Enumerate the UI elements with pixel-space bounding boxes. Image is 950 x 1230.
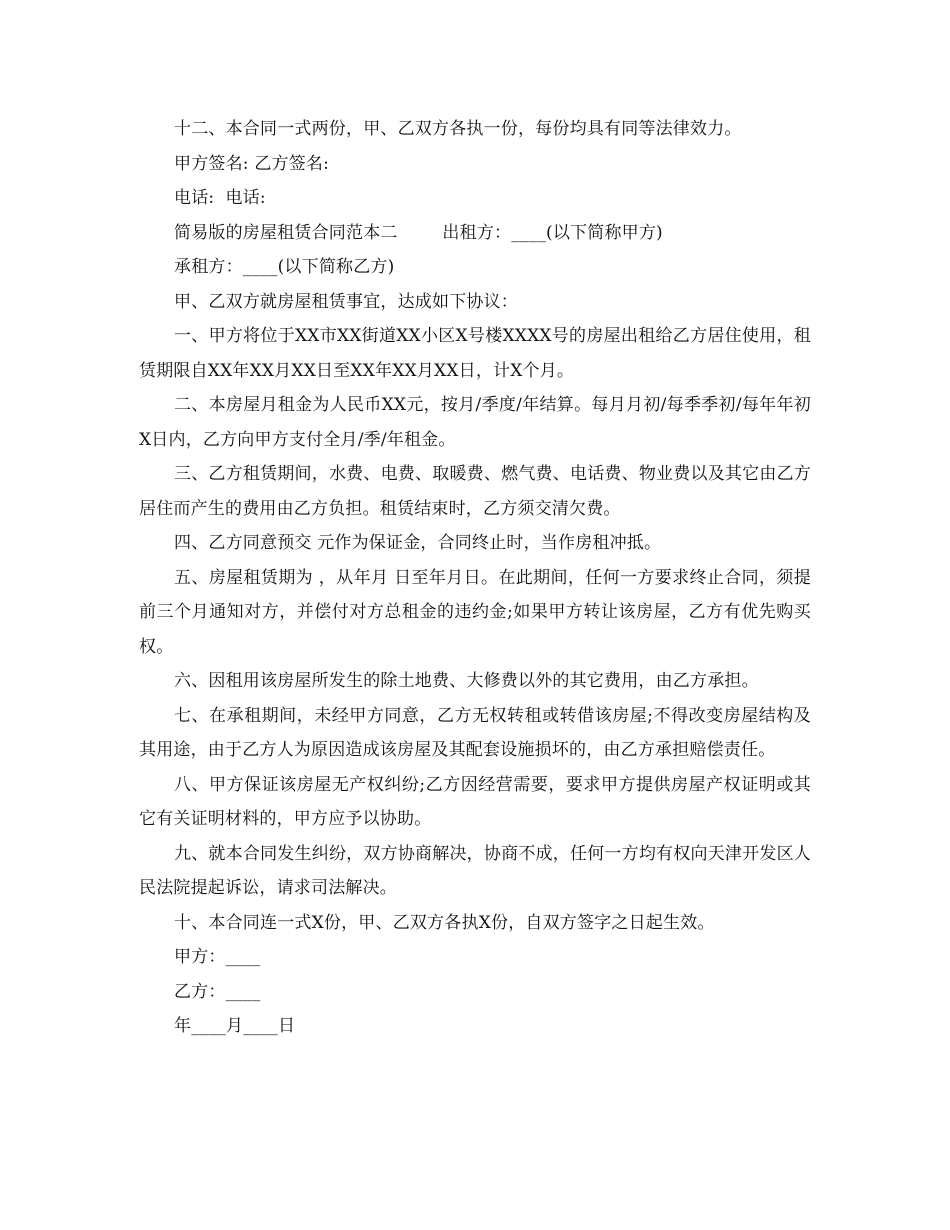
template-title-lessor-line: 简易版的房屋租赁合同范本二 出租方：____(以下简称甲方) xyxy=(174,222,663,243)
signature-line: 甲方签名: 乙方签名: xyxy=(174,153,330,174)
date-line: 年____月____日 xyxy=(174,1016,296,1036)
clause-10-paragraph: 十、本合同连一式X份，甲、乙双方各执X份，自双方签字之日起生效。 xyxy=(174,912,715,933)
clause-7-paragraph: 七、在承租期间，未经甲方同意，乙方无权转租或转借该房屋;不得改变房屋结构及其用途，由于乙方人为原因造成该房屋及其配套设施损坏的，由乙方承担赔偿责任。 xyxy=(139,705,811,760)
lessee-line: 承租方：____(以下简称乙方) xyxy=(174,257,395,277)
clause-3-paragraph: 三、乙方租赁期间，水费、电费、取暖费、燃气费、电话费、物业费以及其它由乙方居住而产生的费用由乙方负担。租赁结束时，乙方须交清欠费。 xyxy=(139,464,811,519)
phone-line: 电话: 电话: xyxy=(174,188,266,208)
document-body xyxy=(139,112,811,1044)
clause-2-paragraph: 二、本房屋月租金为人民币XX元，按月/季度/年结算。每月月初/每季季初/每年年初X日内，乙方向甲方支付全月/季/年租金。 xyxy=(139,395,811,450)
party-a-sign-line: 甲方：____ xyxy=(174,947,261,967)
clause-5-paragraph: 五、房屋租赁期为 ，从年月 日至年月日。在此期间，任何一方要求终止合同，须提前三个月通知对方，并偿付对方总租金的违约金;如果甲方转让该房屋，乙方有优先购买权。 xyxy=(139,567,811,657)
agreement-intro: 甲、乙双方就房屋租赁事宜，达成如下协议： xyxy=(174,291,518,312)
party-b-sign-line: 乙方：____ xyxy=(174,981,261,1002)
clause-4-paragraph: 四、乙方同意预交 元作为保证金，合同终止时，当作房租冲抵。 xyxy=(174,533,662,553)
clause-8-paragraph: 八、甲方保证该房屋无产权纠纷;乙方因经营需要，要求甲方提供房屋产权证明或其它有关证明材料的，甲方应予以协助。 xyxy=(139,774,811,829)
clause-9-paragraph: 九、就本合同发生纠纷，双方协商解决，协商不成，任何一方均有权向天津开发区人民法院提起诉讼，请求司法解决。 xyxy=(139,843,811,898)
clause-12-paragraph: 十二、本合同一式两份，甲、乙双方各执一份，每份均具有同等法律效力。 xyxy=(174,119,742,139)
clause-1-paragraph: 一、甲方将位于XX市XX街道XX小区X号楼XXXX号的房屋出租给乙方居住使用，租赁期限自XX年XX月XX日至XX年XX月XX日，计X个月。 xyxy=(139,326,811,381)
clause-6-paragraph: 六、因租用该房屋所发生的除土地费、大修费以外的其它费用，由乙方承担。 xyxy=(174,671,759,691)
